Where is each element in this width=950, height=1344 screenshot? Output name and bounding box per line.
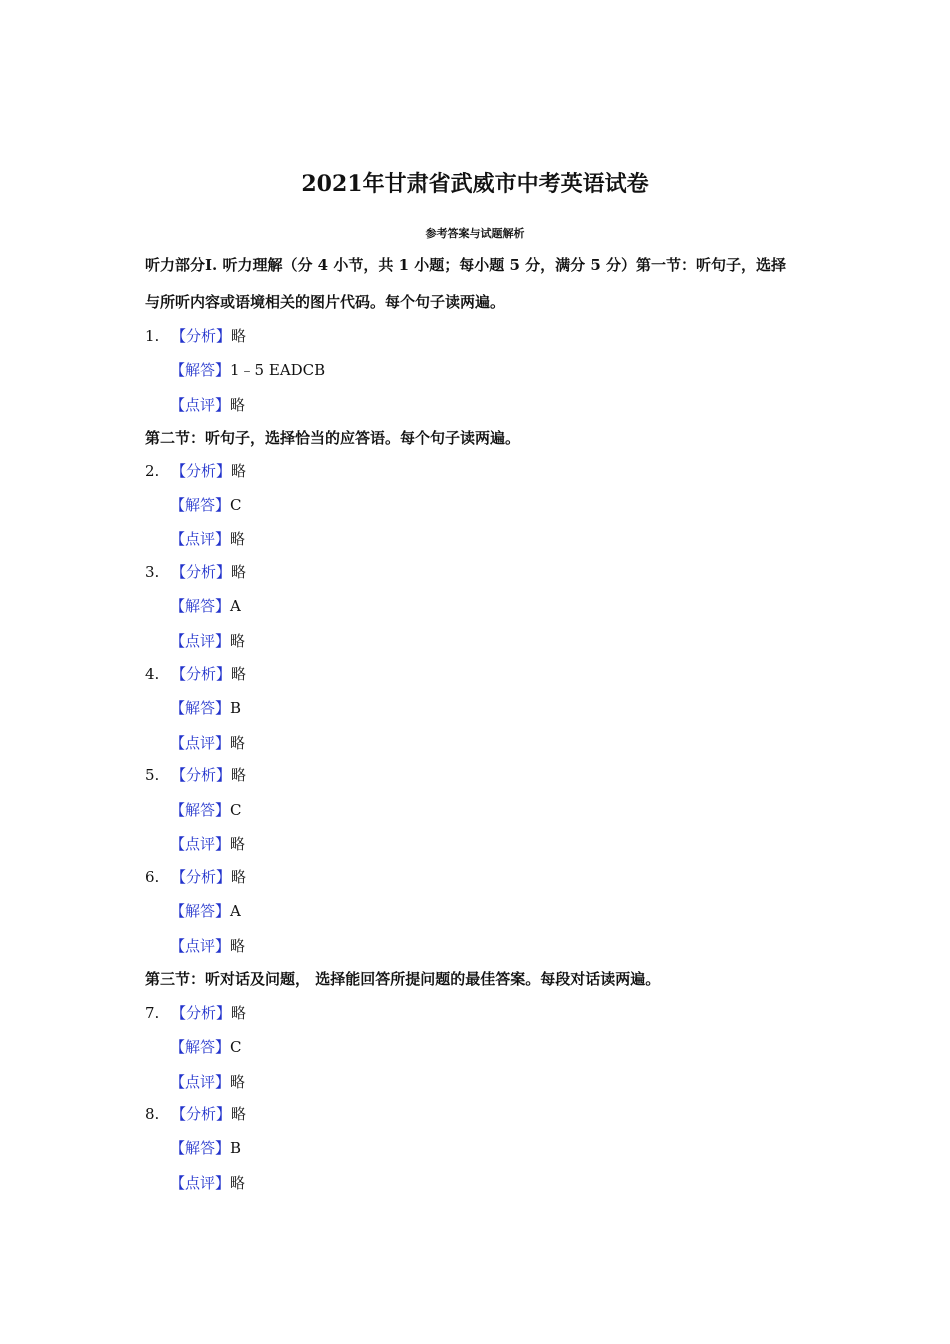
- item-number: 8.: [145, 1105, 160, 1123]
- page-subtitle: 参考答案与试题解析: [425, 227, 525, 240]
- item-5-analysis: [145, 764, 246, 786]
- item-7-answer: [170, 1036, 242, 1058]
- comment-text: 略: [230, 1174, 246, 1192]
- analysis-text: 略: [231, 1004, 247, 1022]
- comment-text: 略: [230, 937, 246, 955]
- item-number: 6.: [145, 868, 160, 886]
- comment-text: 略: [230, 530, 246, 548]
- analysis-text: 略: [231, 1105, 247, 1123]
- analysis-tag: 【分析】: [171, 327, 232, 345]
- intro-text-line-2: 与所听内容或语境相关的图片代码。每个句子读两遍。: [145, 293, 506, 311]
- analysis-tag: 【分析】: [171, 665, 232, 683]
- answer-tag: 【解答】: [170, 699, 231, 717]
- item-4-analysis: [145, 663, 246, 685]
- answer-tag: 【解答】: [170, 1139, 231, 1157]
- answer-tag: 【解答】: [170, 361, 231, 379]
- answer-text: C: [230, 801, 242, 819]
- comment-text: 略: [230, 835, 246, 853]
- item-8-comment: [170, 1172, 245, 1194]
- item-number: 2.: [145, 462, 160, 480]
- answer-tag: 【解答】: [170, 1038, 231, 1056]
- item-1-analysis: [145, 325, 246, 347]
- comment-tag: 【点评】: [170, 1073, 231, 1091]
- comment-text: 略: [230, 1073, 246, 1091]
- comment-tag: 【点评】: [170, 632, 231, 650]
- item-7-comment: [170, 1071, 245, 1093]
- item-1-answer: [170, 359, 325, 381]
- analysis-tag: 【分析】: [171, 868, 232, 886]
- analysis-text: 略: [231, 766, 247, 784]
- analysis-tag: 【分析】: [171, 563, 232, 581]
- answer-text: A: [230, 902, 241, 920]
- item-number: 7.: [145, 1004, 160, 1022]
- item-8-analysis: [145, 1103, 246, 1125]
- item-2-comment: [170, 528, 245, 550]
- item-number: 1.: [145, 327, 160, 345]
- comment-tag: 【点评】: [170, 1174, 231, 1192]
- answer-tag: 【解答】: [170, 496, 231, 514]
- item-2-analysis: [145, 460, 246, 482]
- item-6-comment: [170, 935, 245, 957]
- section-3-heading: 第三节：听对话及问题， 选择能回答所提问题的最佳答案。每段对话读两遍。: [145, 970, 661, 988]
- analysis-text: 略: [231, 462, 247, 480]
- item-3-comment: [170, 630, 245, 652]
- section-2-heading: 第二节：听句子，选择恰当的应答语。每个句子读两遍。: [145, 429, 521, 447]
- comment-tag: 【点评】: [170, 835, 231, 853]
- analysis-text: 略: [231, 563, 247, 581]
- analysis-text: 略: [231, 868, 247, 886]
- answer-text: C: [230, 1038, 242, 1056]
- item-3-analysis: [145, 561, 246, 583]
- comment-tag: 【点评】: [170, 937, 231, 955]
- answer-tag: 【解答】: [170, 902, 231, 920]
- item-6-analysis: [145, 866, 246, 888]
- answer-tag: 【解答】: [170, 597, 231, 615]
- comment-text: 略: [230, 734, 246, 752]
- item-4-answer: [170, 697, 241, 719]
- comment-text: 略: [230, 632, 246, 650]
- analysis-tag: 【分析】: [171, 462, 232, 480]
- item-4-comment: [170, 732, 245, 754]
- answer-text: B: [230, 699, 242, 717]
- item-5-comment: [170, 833, 245, 855]
- analysis-text: 略: [231, 665, 247, 683]
- comment-text: 略: [230, 396, 246, 414]
- item-7-analysis: [145, 1002, 246, 1024]
- item-number: 5.: [145, 766, 160, 784]
- item-2-answer: [170, 494, 242, 516]
- answer-text: A: [230, 597, 241, 615]
- comment-tag: 【点评】: [170, 734, 231, 752]
- analysis-text: 略: [231, 327, 247, 345]
- item-6-answer: [170, 900, 241, 922]
- item-number: 3.: [145, 563, 160, 581]
- answer-tag: 【解答】: [170, 801, 231, 819]
- item-5-answer: [170, 799, 242, 821]
- item-3-answer: [170, 595, 241, 617]
- analysis-tag: 【分析】: [171, 766, 232, 784]
- intro-text-line-1: 听力部分Ⅰ. 听力理解（分 4 小节，共 1 小题；每小题 5 分，满分 5 分）第一节：听句子，选择: [145, 256, 786, 274]
- analysis-tag: 【分析】: [171, 1105, 232, 1123]
- analysis-tag: 【分析】: [171, 1004, 232, 1022]
- page-title: 2021年甘肃省武威市中考英语试卷: [301, 171, 649, 197]
- item-number: 4.: [145, 665, 160, 683]
- answer-text: 1﹣5 EADCB: [230, 361, 326, 379]
- comment-tag: 【点评】: [170, 396, 231, 414]
- item-1-comment: [170, 394, 245, 416]
- answer-text: C: [230, 496, 242, 514]
- answer-text: B: [230, 1139, 242, 1157]
- comment-tag: 【点评】: [170, 530, 231, 548]
- item-8-answer: [170, 1137, 241, 1159]
